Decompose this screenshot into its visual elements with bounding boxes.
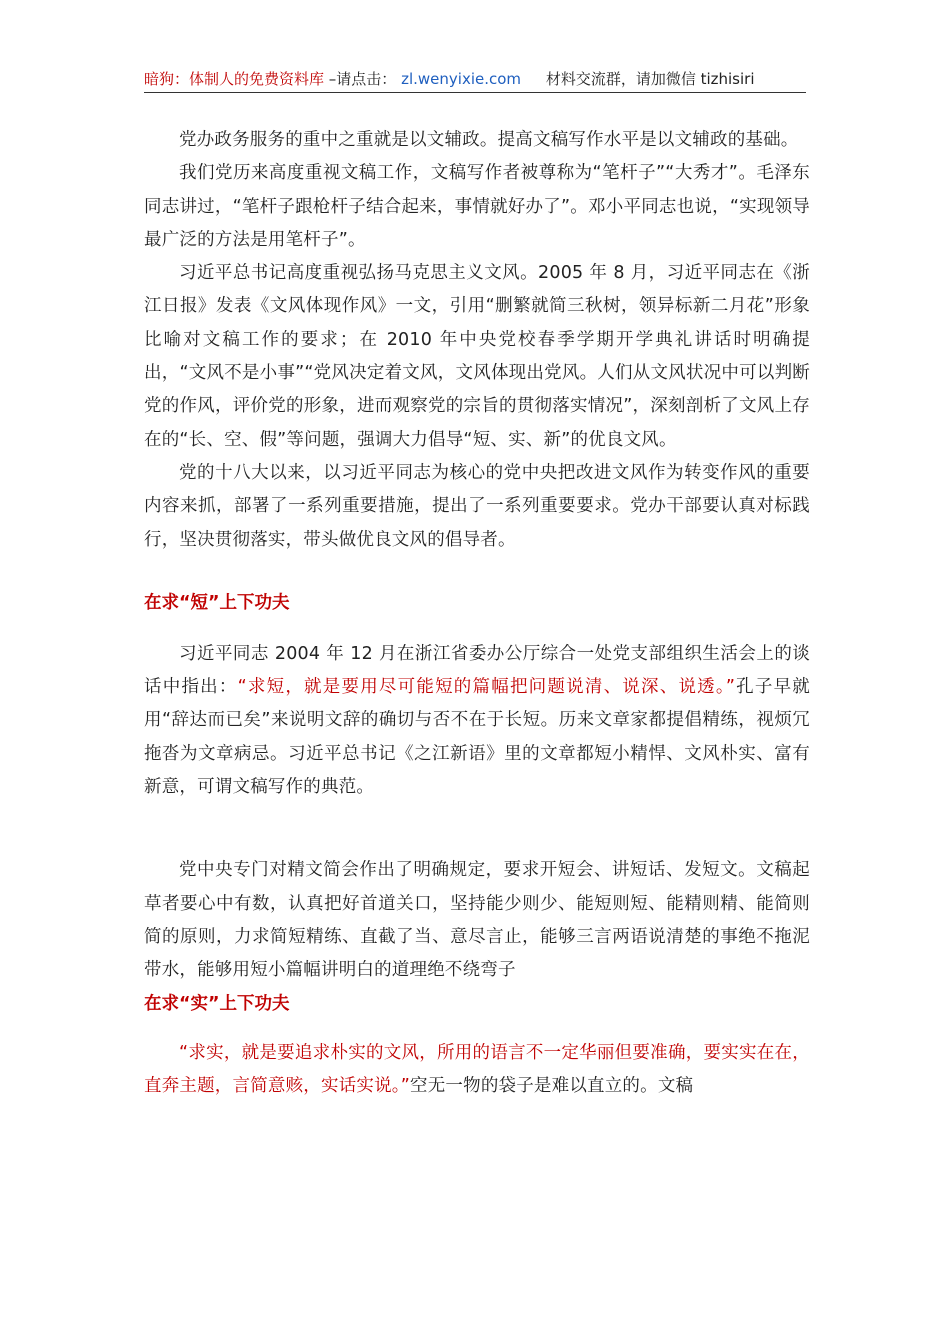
real-quote: “求实，就是要追求朴实的文风，所用的语言不一定华丽但要准确，要实实在在，直奔主题，言简意赅，实话实说。” <box>144 1042 810 1096</box>
paragraph-real-1 <box>144 1037 810 1104</box>
short-lead: 习近平同志 2004 年 12 月在浙江省委办公厅综合一处党支部组织生活会上的谈话中指出： <box>144 643 810 698</box>
paragraph-short-1 <box>144 638 810 804</box>
paragraph-intro: 党办政务服务的重中之重就是以文辅政。提高文稿写作水平是以文辅政的基础。 <box>179 130 799 150</box>
wechat-contact: 材料交流群，请加微信 tizhisiri <box>545 70 755 88</box>
paragraph-writers: 我们党历来高度重视文稿工作，文稿写作者被尊称为“笔杆子”“大秀才”。毛泽东同志讲过，“笔杆子跟枪杆子结合起来，事情就好办了”。邓小平同志也说，“实现领导最广泛的方法是用笔杆子”。 <box>144 163 810 250</box>
site-label[interactable]: 暗狗：体制人的免费资料库 <box>144 70 325 88</box>
paragraph-eighteenth-congress: 党的十八大以来，以习近平同志为核心的党中央把改进文风作为转变作风的重要内容来抓，部署了一系列重要措施，提出了一系列重要要求。党办干部要认真对标践行，坚决贯彻落实，带头做优良文风的倡导者。 <box>144 462 810 550</box>
section-heading-real: 在求“实”上下功夫 <box>144 993 290 1014</box>
site-url-link[interactable]: zl.wenyixie.com <box>401 70 522 88</box>
paragraph-short-2: 党中央专门对精文简会作出了明确规定，要求开短会、讲短话、发短文。文稿起草者要心中有数，认真把好首道关口，坚持能少则少、能短则短、能精则精、能简则简的原则，力求简短精练、直截了当、意尽言止，能够三言两语说清楚的事绝不拖泥带水，能够用短小篇幅讲明白的道理绝不绕弯子 <box>144 860 810 981</box>
section-heading-short: 在求“短”上下功夫 <box>144 592 290 613</box>
click-prefix: –请点击： <box>328 70 397 88</box>
short-quote: “求短，就是要用尽可能短的篇幅把问题说清、说深、说透。” <box>237 677 736 698</box>
paragraph-xi-style: 习近平总书记高度重视弘扬马克思主义文风。2005 年 8 月，习近平同志在《浙江日报》发表《文风体现作风》一文，引用“删繁就简三秋树，领异标新二月花”形象比喻对文稿工作的要求；在 2010 年中央党校春季学期开学典礼讲话时明确提出，“文风不是小事”“党风决定着文风，文风体现出党风。人们从文风状况中可以判断党的作风，评价党的形象，进而观察党的宗旨的贯彻落实情况”，深刻剖析了文风上存在的“长、空、假”等问题，强调大力倡导“短、实、新”的优良文风。 <box>144 263 810 450</box>
short-rest: 孔子早就用“辞达而已矣”来说明文辞的确切与否不在于长短。历来文章家都提倡精练，视烦冗拖沓为文章病忌。习近平总书记《之江新语》里的文章都短小精悍、文风朴实、富有新意，可谓文稿写作的典范。 <box>144 677 811 798</box>
page-header <box>144 68 806 93</box>
real-rest: 空无一物的袋子是难以直立的。文稿 <box>410 1075 694 1096</box>
document-body <box>144 124 810 1103</box>
